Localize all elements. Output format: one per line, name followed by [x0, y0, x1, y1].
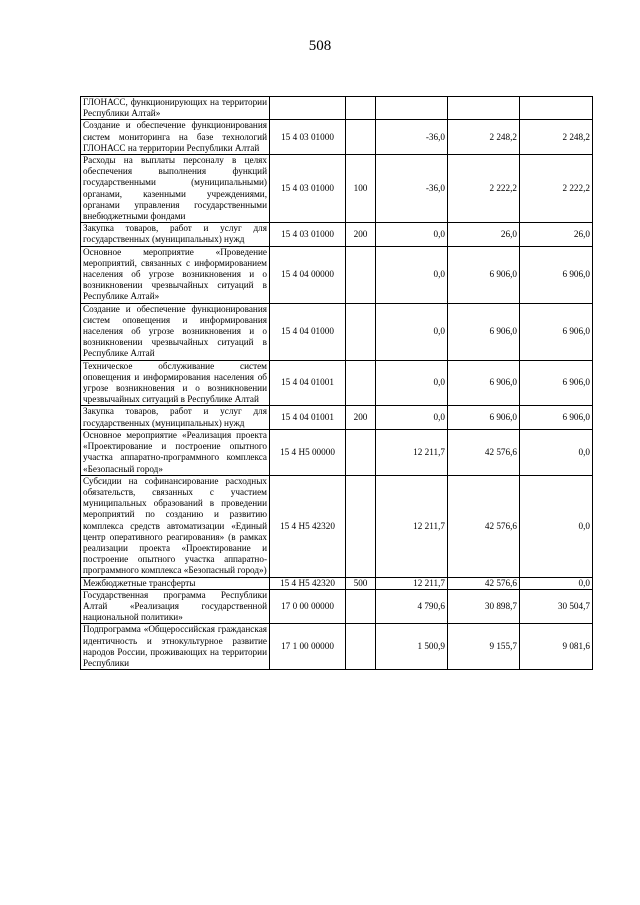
cell-amount-3: 26,0: [520, 223, 593, 246]
cell-amount-2: 9 155,7: [448, 624, 520, 670]
cell-amount-2: 6 906,0: [448, 360, 520, 406]
table-row: [81, 577, 593, 589]
cell-amount-2: 42 576,6: [448, 475, 520, 577]
cell-expense-type: [346, 589, 376, 624]
cell-amount-3: 9 081,6: [520, 624, 593, 670]
budget-table-body: [81, 97, 593, 670]
cell-amount-3: [520, 97, 593, 120]
cell-expense-type: [346, 246, 376, 303]
cell-amount-2: 30 898,7: [448, 589, 520, 624]
cell-target-code: 15 4 04 00000: [270, 246, 346, 303]
cell-amount-2: 42 576,6: [448, 429, 520, 475]
cell-expense-type: [346, 429, 376, 475]
table-row: [81, 475, 593, 577]
cell-amount-1: 0,0: [376, 406, 448, 429]
cell-name: Подпрограмма «Общероссийская гражданская идентичность и этнокультурное развитие народов России, проживающих на территории Республики: [81, 624, 270, 670]
cell-amount-3: 6 906,0: [520, 360, 593, 406]
cell-amount-2: 42 576,6: [448, 577, 520, 589]
cell-amount-3: 6 906,0: [520, 406, 593, 429]
cell-name: Субсидии на софинансирование расходных обязательств, связанных с участием муниципальных образований в проведении мероприятий по созданию и развитию комплекса средств автоматизации «Единый центр оперативного реагирования» (в рамках реализации проекта «Проектирование и построение опытного участка аппаратно-программного комплекса «Безопасный город»): [81, 475, 270, 577]
cell-name: Основное мероприятие «Реализация проекта «Проектирование и построение опытного участка аппаратно-программного комплекса «Безопасный город»: [81, 429, 270, 475]
cell-target-code: 17 0 00 00000: [270, 589, 346, 624]
cell-amount-1: 0,0: [376, 246, 448, 303]
cell-name: Закупка товаров, работ и услуг для государственных (муниципальных) нужд: [81, 406, 270, 429]
cell-expense-type: 100: [346, 155, 376, 223]
table-row: [81, 589, 593, 624]
table-row: [81, 246, 593, 303]
cell-expense-type: [346, 120, 376, 155]
cell-amount-2: 26,0: [448, 223, 520, 246]
cell-expense-type: [346, 475, 376, 577]
cell-name: ГЛОНАСС, функционирующих на территории Республики Алтай»: [81, 97, 270, 120]
cell-target-code: 15 4 H5 42320: [270, 475, 346, 577]
cell-target-code: 15 4 03 01000: [270, 223, 346, 246]
cell-amount-1: 0,0: [376, 223, 448, 246]
cell-amount-3: 0,0: [520, 429, 593, 475]
table-row: [81, 429, 593, 475]
cell-target-code: 17 1 00 00000: [270, 624, 346, 670]
cell-amount-2: 6 906,0: [448, 303, 520, 360]
page-number: 508: [308, 38, 332, 54]
cell-amount-3: 2 222,2: [520, 155, 593, 223]
cell-amount-1: 1 500,9: [376, 624, 448, 670]
cell-amount-2: 6 906,0: [448, 246, 520, 303]
cell-expense-type: [346, 624, 376, 670]
table-row: [81, 303, 593, 360]
cell-amount-1: 0,0: [376, 303, 448, 360]
cell-amount-3: 30 504,7: [520, 589, 593, 624]
cell-amount-1: -36,0: [376, 120, 448, 155]
cell-amount-1: 12 211,7: [376, 429, 448, 475]
cell-amount-2: 2 222,2: [448, 155, 520, 223]
table-row: [81, 97, 593, 120]
cell-target-code: 15 4 04 01001: [270, 406, 346, 429]
cell-amount-2: 2 248,2: [448, 120, 520, 155]
cell-name: Основное мероприятие «Проведение мероприятий, связанных с информированием населения об угрозе возникновения и о возникновении чрезвычайных ситуаций в Республике Алтай»: [81, 246, 270, 303]
cell-expense-type: 200: [346, 223, 376, 246]
table-row: [81, 223, 593, 246]
cell-name: Государственная программа Республики Алтай «Реализация государственной национальной политики»: [81, 589, 270, 624]
table-row: [81, 120, 593, 155]
cell-amount-3: 0,0: [520, 475, 593, 577]
cell-name: Создание и обеспечение функционирования систем мониторинга на базе технологий ГЛОНАСС на территории Республики Алтай: [81, 120, 270, 155]
cell-expense-type: 200: [346, 406, 376, 429]
cell-target-code: 15 4 03 01000: [270, 120, 346, 155]
cell-amount-3: 6 906,0: [520, 246, 593, 303]
table-row: [81, 406, 593, 429]
cell-name: Создание и обеспечение функционирования систем оповещения и информирования населения об угрозе возникновения и о возникновении чрезвычайных ситуаций в Республике Алтай: [81, 303, 270, 360]
table-row: [81, 360, 593, 406]
budget-table: [80, 96, 593, 670]
cell-target-code: 15 4 H5 42320: [270, 577, 346, 589]
cell-expense-type: 500: [346, 577, 376, 589]
cell-amount-3: 0,0: [520, 577, 593, 589]
cell-amount-1: 4 790,6: [376, 589, 448, 624]
cell-name: Техническое обслуживание систем оповещения и информирования населения об угрозе возникновения и о возникновении чрезвычайных ситуаций в Республике Алтай: [81, 360, 270, 406]
cell-target-code: 15 4 03 01000: [270, 155, 346, 223]
cell-amount-1: 0,0: [376, 360, 448, 406]
cell-name: Закупка товаров, работ и услуг для государственных (муниципальных) нужд: [81, 223, 270, 246]
cell-name: Межбюджетные трансферты: [81, 577, 270, 589]
table-row: [81, 155, 593, 223]
cell-amount-2: [448, 97, 520, 120]
cell-expense-type: [346, 360, 376, 406]
cell-target-code: 15 4 04 01000: [270, 303, 346, 360]
cell-amount-1: -36,0: [376, 155, 448, 223]
cell-amount-1: [376, 97, 448, 120]
cell-amount-3: 6 906,0: [520, 303, 593, 360]
cell-target-code: 15 4 04 01001: [270, 360, 346, 406]
cell-amount-1: 12 211,7: [376, 475, 448, 577]
cell-target-code: 15 4 H5 00000: [270, 429, 346, 475]
cell-amount-2: 6 906,0: [448, 406, 520, 429]
cell-target-code: [270, 97, 346, 120]
table-row: [81, 624, 593, 670]
cell-name: Расходы на выплаты персоналу в целях обеспечения выполнения функций государственными (муниципальными) органами, казенными учреждениями, органами управления государственными внебюджетными фондами: [81, 155, 270, 223]
cell-amount-1: 12 211,7: [376, 577, 448, 589]
cell-amount-3: 2 248,2: [520, 120, 593, 155]
cell-expense-type: [346, 303, 376, 360]
cell-expense-type: [346, 97, 376, 120]
